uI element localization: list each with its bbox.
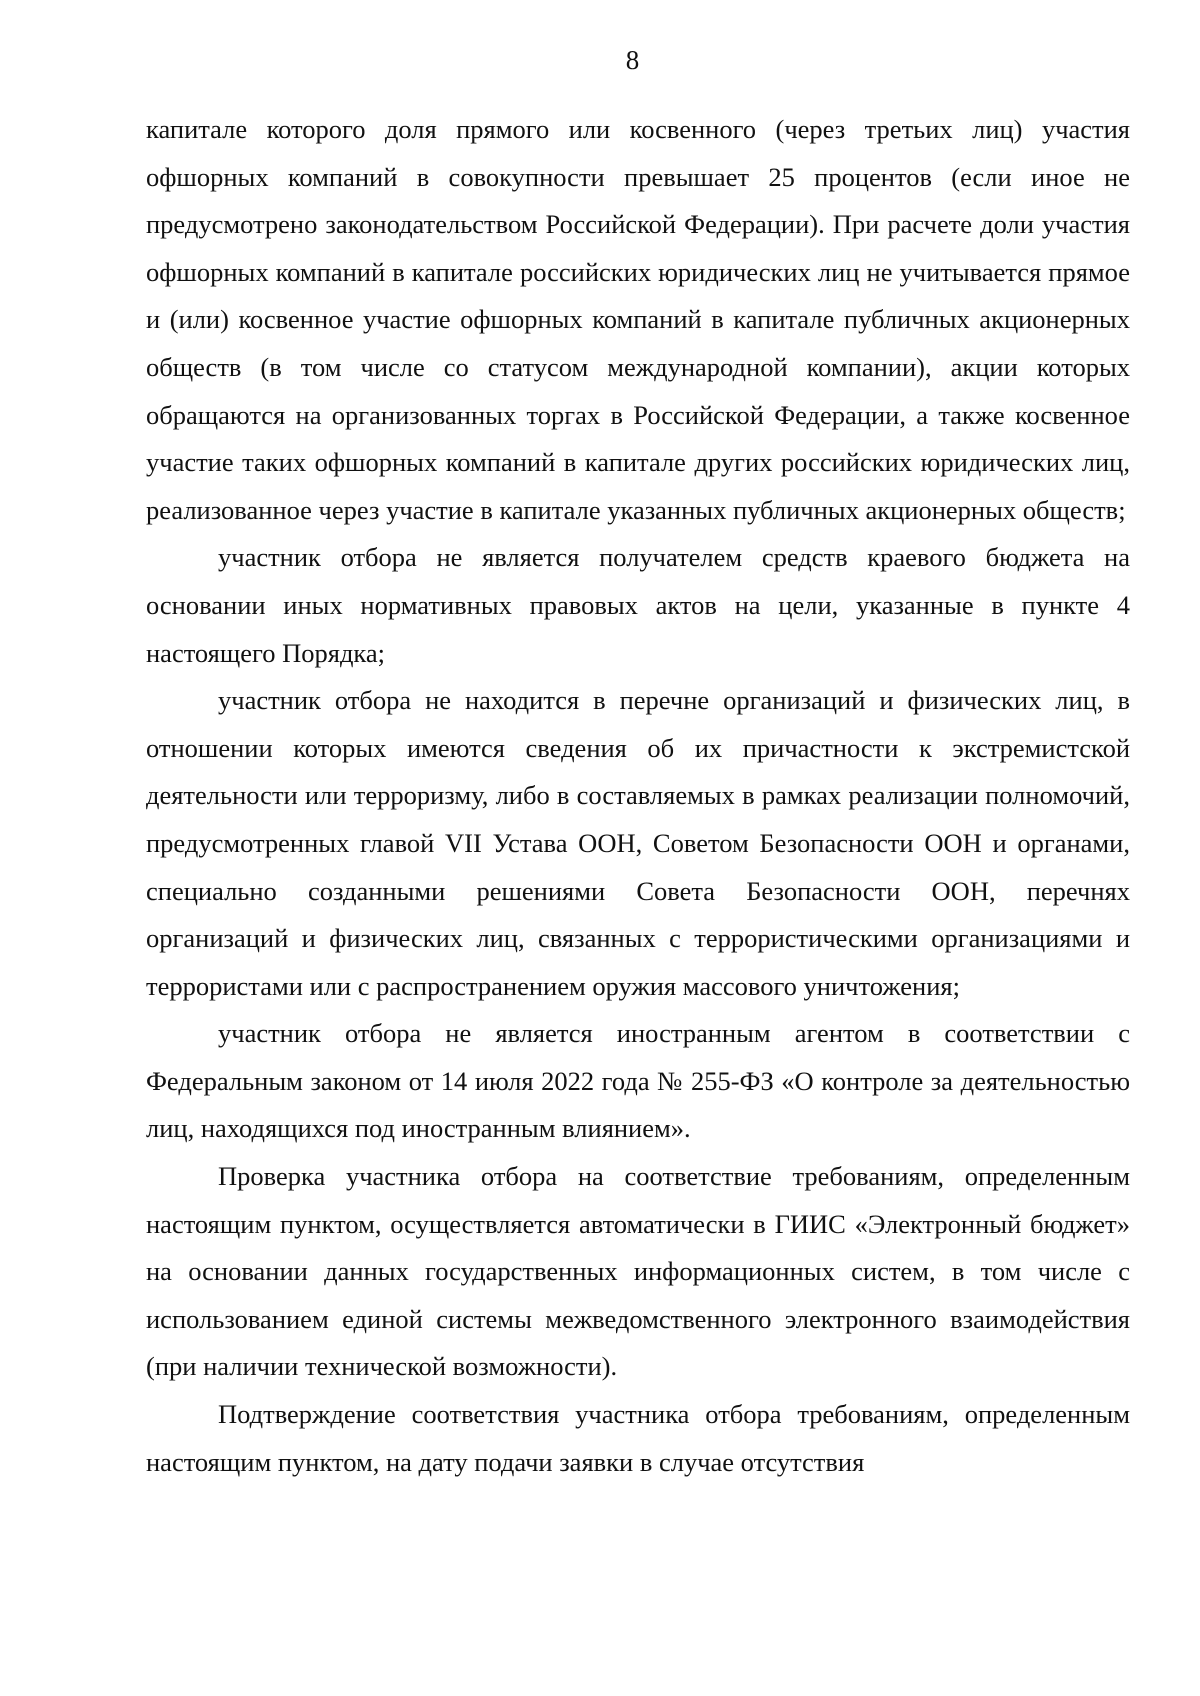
document-body <box>146 106 1130 1486</box>
paragraph-confirmation: Подтверждение соответствия участника отбора требованиям, определенным настоящим пунктом, на дату подачи заявки в случае отсутствия <box>146 1399 1130 1477</box>
paragraph-not-in-extremism-list: участник отбора не находится в перечне организаций и физических лиц, в отношении которых имеются сведения об их причастности к экстремистской деятельности или терроризму, либо в составляемых в рамках реализации полномочий, предусмотренных главой VII Устава ООН, Советом Безопасности ООН и органами, специально созданными решениями Совета Безопасности ООН, перечнях организаций и физических лиц, связанных с террористическими организациями и террористами или с распространением оружия массового уничтожения; <box>146 685 1130 1001</box>
page-number: 8 <box>625 45 640 75</box>
paragraph-automatic-check: Проверка участника отбора на соответствие требованиям, определенным настоящим пунктом, осуществляется автоматически в ГИИС «Электронный бюджет» на основании данных государственных информационных систем, в том числе с использованием единой системы межведомственного электронного взаимодействия (при наличии технической возможности). <box>146 1161 1130 1382</box>
paragraph-offshore-capital: капитале которого доля прямого или косвенного (через третьих лиц) участия офшорных компаний в совокупности превышает 25 процентов (если иное не предусмотрено законодательством Российской Федерации). При расчете доли участия офшорных компаний в капитале российских юридических лиц не учитывается прямое и (или) косвенное участие офшорных компаний в капитале публичных акционерных обществ (в том числе со статусом международной компании), акции которых обращаются на организованных торгах в Российской Федерации, а также косвенное участие таких офшорных компаний в капитале других российских юридических лиц, реализованное через участие в капитале указанных публичных акционерных обществ; <box>146 114 1130 525</box>
paragraph-not-budget-recipient: участник отбора не является получателем средств краевого бюджета на основании иных нормативных правовых актов на цели, указанные в пункте 4 настоящего Порядка; <box>146 542 1130 668</box>
paragraph-not-foreign-agent: участник отбора не является иностранным агентом в соответствии с Федеральным законом от 14 июля 2022 года № 255-ФЗ «О контроле за деятельностью лиц, находящихся под иностранным влиянием». <box>146 1018 1130 1144</box>
